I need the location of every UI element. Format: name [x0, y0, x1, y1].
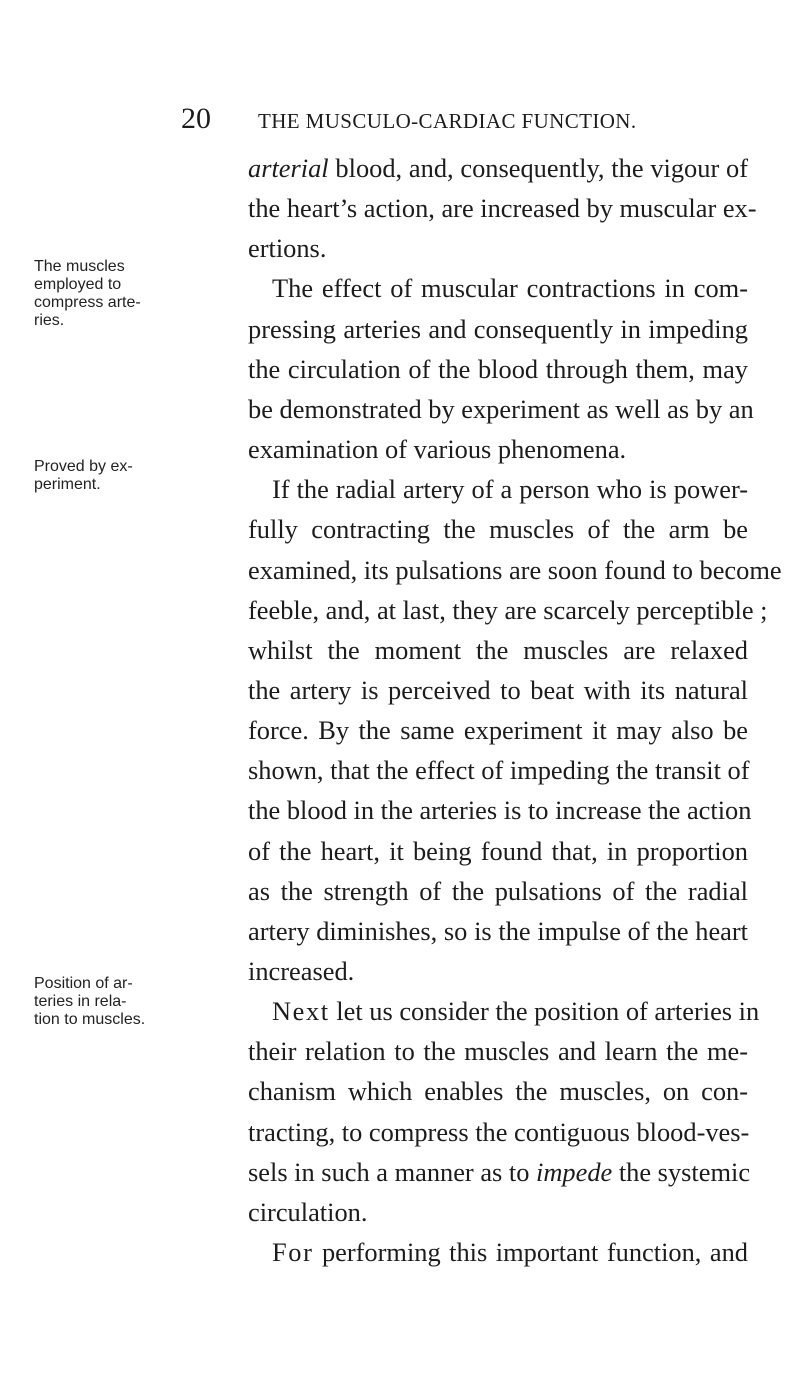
- text-line: [248, 232, 748, 264]
- text-line: [272, 1236, 748, 1268]
- text-line: [248, 754, 748, 786]
- text-line: [248, 674, 748, 706]
- text-segment: For: [272, 1237, 314, 1267]
- text-segment: ertions.: [248, 233, 327, 264]
- text-segment: force. By the same experiment it may also be: [248, 715, 748, 746]
- text-line: [248, 433, 748, 465]
- text-line: [248, 1075, 748, 1107]
- text-line: [248, 192, 757, 224]
- margin-note: [34, 258, 194, 330]
- margin-note-line: Position of ar-: [34, 975, 133, 992]
- text-segment: the artery is perceived to beat with its natural: [248, 674, 748, 705]
- text-segment: blood, and, consequently, the vigour of: [328, 153, 748, 183]
- text-line: [248, 1196, 748, 1228]
- margin-note: [34, 458, 194, 494]
- margin-note: [34, 975, 194, 1029]
- text-line: [248, 1116, 748, 1148]
- margin-note-line: periment.: [34, 476, 101, 493]
- text-line: [248, 875, 748, 907]
- margin-note-line: teries in rela-: [34, 993, 127, 1010]
- margin-note-line: ries.: [34, 312, 65, 329]
- text-segment: The effect of muscular contractions in com-: [272, 273, 748, 304]
- text-line: [248, 393, 754, 425]
- text-line: [248, 794, 752, 826]
- text-segment: the circulation of the blood through them, may: [248, 353, 748, 384]
- text-segment: the heart’s action, are increased by muscular ex-: [248, 193, 757, 224]
- text-line: [248, 594, 768, 626]
- text-segment: If the radial artery of a person who is power-: [272, 474, 748, 505]
- text-segment: whilst the moment the muscles are relaxed: [248, 634, 748, 665]
- text-line: [248, 353, 748, 385]
- text-line: [272, 272, 748, 304]
- text-segment: be demonstrated by experiment as well as by an: [248, 393, 754, 424]
- text-segment: examined, its pulsations are soon found to become: [248, 554, 782, 585]
- text-line: [248, 152, 748, 184]
- text-segment: Next: [272, 996, 330, 1027]
- text-line: [248, 955, 748, 987]
- text-line: [248, 513, 748, 545]
- text-line: [248, 1156, 751, 1188]
- text-segment: chanism which enables the muscles, on con-: [248, 1076, 748, 1107]
- text-line: [248, 313, 748, 345]
- text-segment: pressing arteries and consequently in impeding: [248, 313, 748, 344]
- text-segment: the systemic: [612, 1156, 751, 1187]
- margin-note-line: The muscles: [34, 258, 125, 275]
- text-line: [248, 835, 748, 867]
- text-segment: performing this important function, and: [313, 1237, 748, 1267]
- text-segment: of the heart, it being found that, in proportion: [248, 835, 748, 866]
- text-segment: sels in such a manner as to: [248, 1156, 537, 1187]
- text-segment: shown, that the effect of impeding the transit of: [248, 755, 750, 786]
- text-line: [248, 1035, 748, 1067]
- text-line: [272, 995, 760, 1027]
- text-segment: feeble, and, at last, they are scarcely perceptible ;: [248, 594, 768, 625]
- text-segment: arterial: [248, 153, 329, 183]
- margin-note-line: compress arte-: [34, 294, 141, 311]
- margin-note-line: Proved by ex-: [34, 458, 133, 475]
- text-segment: their relation to the muscles and learn the me-: [248, 1036, 748, 1067]
- text-segment: fully contracting the muscles of the arm be: [248, 514, 748, 545]
- text-line: [248, 915, 748, 947]
- margin-note-line: employed to: [34, 276, 122, 293]
- text-segment: circulation.: [248, 1196, 368, 1227]
- text-segment: increased.: [248, 956, 355, 986]
- text-line: [248, 634, 748, 666]
- text-segment: artery diminishes, so is the impulse of the heart: [248, 915, 748, 946]
- page-number: 20: [181, 102, 211, 135]
- text-segment: the blood in the arteries is to increase the action: [248, 795, 752, 826]
- text-segment: examination of various phenomena.: [248, 434, 627, 465]
- margin-note-line: tion to muscles.: [34, 1011, 146, 1028]
- text-segment: impede: [536, 1156, 613, 1187]
- text-segment: tracting, to compress the contiguous blood-ves-: [248, 1116, 750, 1147]
- text-line: [248, 714, 748, 746]
- text-segment: as the strength of the pulsations of the radial: [248, 875, 748, 906]
- running-head: THE MUSCULO-CARDIAC FUNCTION.: [258, 109, 637, 133]
- text-line: [248, 554, 782, 586]
- text-segment: let us consider the position of arteries in: [329, 996, 760, 1027]
- text-line: [272, 473, 748, 505]
